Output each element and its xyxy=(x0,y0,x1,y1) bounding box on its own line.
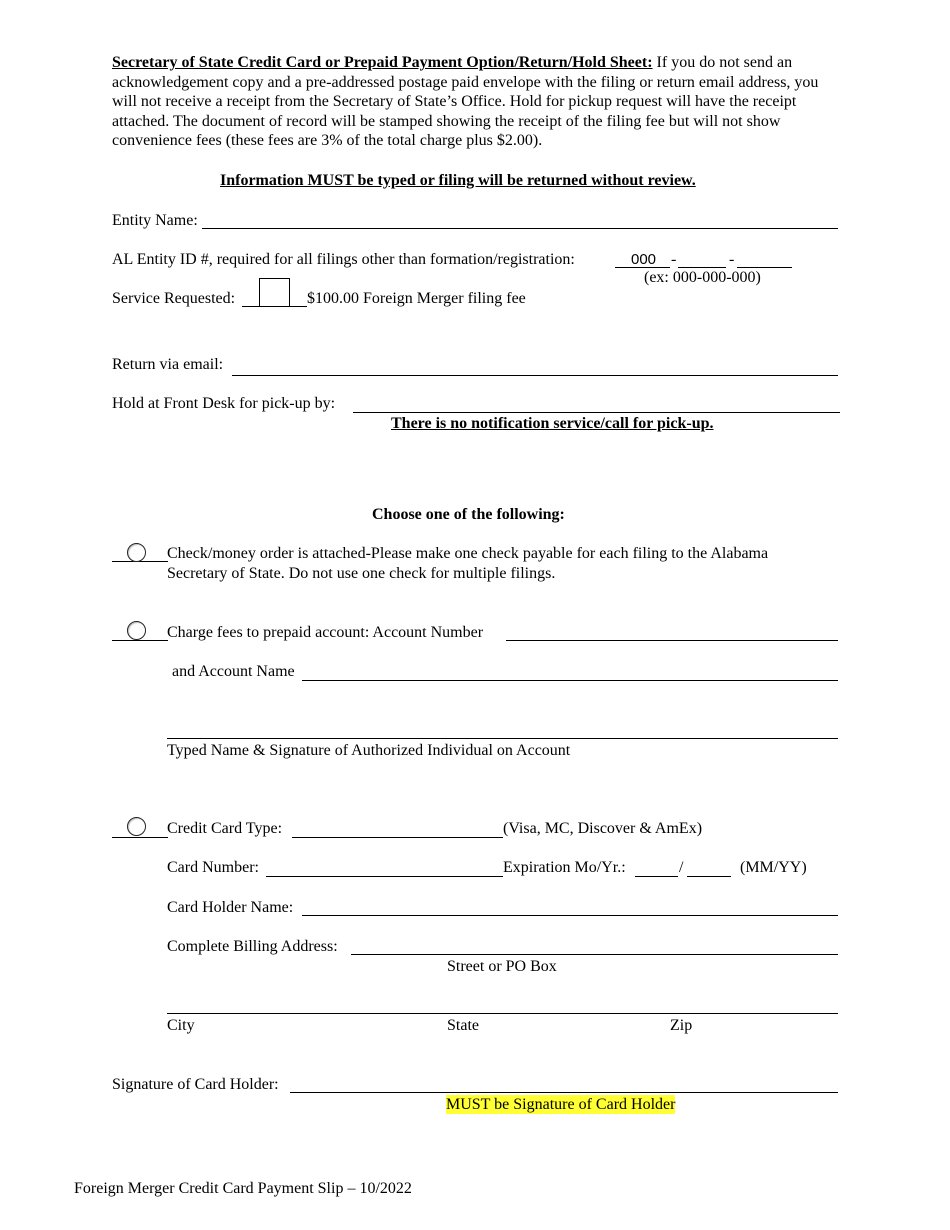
entity-id-example: (ex: 000-000-000) xyxy=(644,269,761,286)
cc-option-underline xyxy=(112,837,168,838)
check-option-radio[interactable] xyxy=(127,543,146,562)
typed-notice: Information MUST be typed or filing will be returned without review. xyxy=(220,172,696,189)
sheet-heading: Secretary of State Credit Card or Prepaid Payment Option/Return/Hold Sheet: xyxy=(112,54,653,71)
street-caption: Street or PO Box xyxy=(447,958,557,975)
entity-id-sep2: - xyxy=(729,251,735,268)
prepaid-option-underline xyxy=(112,640,168,641)
check-option-line1: Check/money order is attached-Please make one check payable for each filing to the Alabama xyxy=(167,545,769,562)
entity-name-field[interactable] xyxy=(202,228,838,229)
entity-name-label: Entity Name: xyxy=(112,212,198,229)
hold-note: There is no notification service/call for pick-up. xyxy=(391,415,714,432)
expiration-year-field[interactable] xyxy=(687,876,731,877)
city-caption: City xyxy=(167,1017,195,1034)
zip-caption: Zip xyxy=(670,1017,693,1034)
service-label: Service Requested: xyxy=(112,290,236,307)
check-option-line2: Secretary of State. Do not use one check for multiple filings. xyxy=(167,565,556,582)
account-name-label: and Account Name xyxy=(172,663,295,680)
card-holder-name-label: Card Holder Name: xyxy=(167,899,294,916)
signature-warning: MUST be Signature of Card Holder xyxy=(446,1096,676,1113)
choose-heading: Choose one of the following: xyxy=(372,506,565,523)
intro-body: If you do not send an acknowledgement copy and a pre-addressed postage paid envelope with the filing or return email address, you will not receive a receipt from the Secretary of State’s Office. Hold for pickup request will have the receipt attached. The document of record will be stamped showing the receipt of the filing fee but will not show convenience fees (these fees are 3% of the total charge plus $2.00). xyxy=(112,54,819,150)
prepaid-option-radio[interactable] xyxy=(127,621,146,640)
return-email-field[interactable] xyxy=(232,375,838,376)
card-holder-signature-field[interactable] xyxy=(290,1092,838,1093)
service-fee-text: $100.00 Foreign Merger filing fee xyxy=(307,290,526,307)
billing-street-field[interactable] xyxy=(351,954,838,955)
card-holder-name-field[interactable] xyxy=(302,915,838,916)
card-number-label: Card Number: xyxy=(167,859,259,876)
authorized-signature-caption: Typed Name & Signature of Authorized Individual on Account xyxy=(167,742,571,759)
authorized-signature-field[interactable] xyxy=(167,738,838,739)
service-checkbox[interactable] xyxy=(259,278,290,307)
entity-id-sep1: - xyxy=(671,251,677,268)
cc-type-hint: (Visa, MC, Discover & AmEx) xyxy=(503,820,703,837)
billing-address-label: Complete Billing Address: xyxy=(167,938,338,955)
state-caption: State xyxy=(447,1017,479,1034)
cc-type-label: Credit Card Type: xyxy=(167,820,283,837)
entity-id-prefix: 000 xyxy=(631,251,657,268)
hold-label: Hold at Front Desk for pick-up by: xyxy=(112,395,336,412)
expiration-label: Expiration Mo/Yr.: xyxy=(503,859,626,876)
intro-paragraph xyxy=(112,53,832,151)
cc-type-field[interactable] xyxy=(292,837,503,838)
expiration-slash: / xyxy=(679,859,684,876)
hold-pickup-field[interactable] xyxy=(353,412,840,413)
expiration-month-field[interactable] xyxy=(635,876,678,877)
credit-card-option-radio[interactable] xyxy=(127,817,146,836)
expiration-hint: (MM/YY) xyxy=(740,859,807,876)
entity-id-label: AL Entity ID #, required for all filings other than formation/registration: xyxy=(112,251,575,268)
card-number-field[interactable] xyxy=(266,876,503,877)
card-holder-signature-label: Signature of Card Holder: xyxy=(112,1076,279,1093)
prepaid-account-label: Charge fees to prepaid account: Account Number xyxy=(167,624,484,641)
footer-text: Foreign Merger Credit Card Payment Slip – 10/2022 xyxy=(74,1180,412,1197)
return-email-label: Return via email: xyxy=(112,356,224,373)
account-name-field[interactable] xyxy=(302,680,838,681)
billing-city-state-zip-field[interactable] xyxy=(167,1013,838,1014)
account-number-field[interactable] xyxy=(506,640,838,641)
